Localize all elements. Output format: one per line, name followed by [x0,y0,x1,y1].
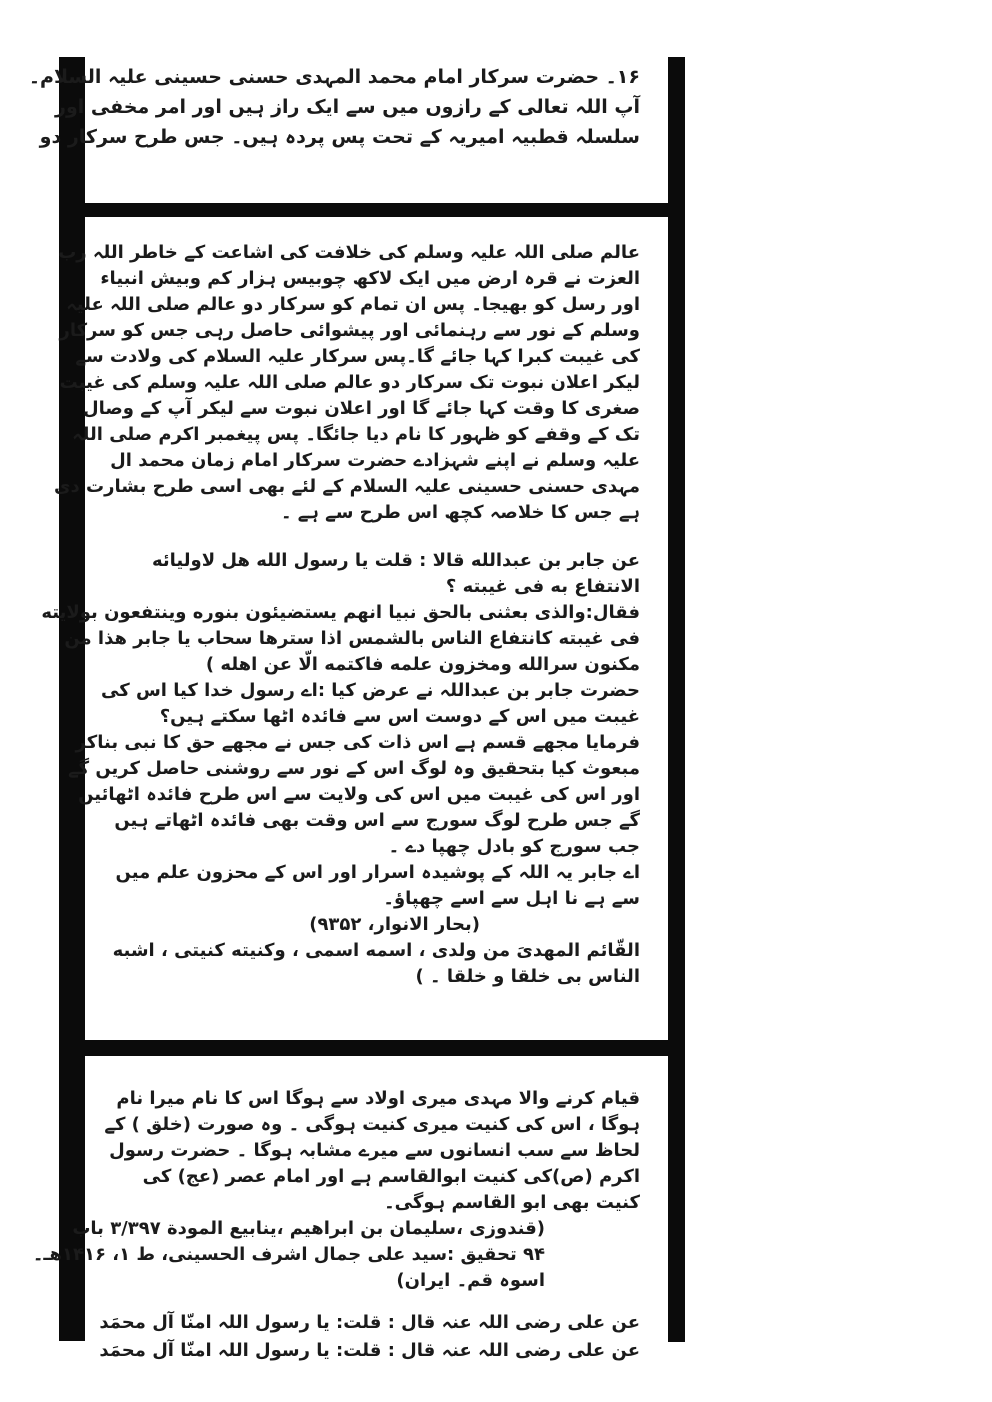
text-line: کنیت بھی ابو القاسم ہوگی۔ [384,1192,640,1213]
clipped-scan-edge-line [99,1338,640,1361]
text-line: ۹۴ تحقیق :سید علی جمال اشرف الحسینی، ط ۱، ۱۴۱۶هـ۔ [32,1244,545,1265]
text-line: عالم صلی اللہ علیہ وسلم کی خلافت کی اشاعت کے خاطر اللہ رب [58,242,640,263]
text-line: (قندوزی ،سلیمان بن ابراهیم ،ینابیع المودة ۳/۳۹۷ باب [72,1218,545,1239]
text-line: مکنون سرالله ومخزون علمه فاکتمه الّا عن اهله ) [205,654,640,675]
bottom-page-fragment [32,1086,640,1361]
text-line: وسلم کے نور سے رہنمائی اور پیشوائی حاصل رہی جس کو سرکار [59,320,640,341]
text-line: اے جابر یہ اللہ کے پوشیدہ اسرار اور اس کے محزون علم میں [115,862,640,883]
text-line: اور رسل کو بھیجا۔ پس ان تمام کو سرکار دو عالم صلی اللہ علیہ [66,294,640,315]
clipped-text-line: عن علی رضی اللہ عنہ قال : قلت: یا رسول اللہ امنّا آل محمَد [99,1340,640,1361]
text-line: العزت نے قرہ ارض میں ایک لاکھ چوبیس ہزار کم وبیش انبیاء [100,268,640,289]
page-frame-divider-top [85,203,668,217]
text-line: مبعوث کیا بتحقیق وہ لوگ اس کے نور سے روشنی حاصل کریں گے [68,758,640,779]
text-line: سلسلہ قطبیہ امیریہ کے تحت پس پردہ ہیں۔ جس طرح سرکار دو [39,126,640,148]
text-line: تک کے وقفے کو ظہور کا نام دیا جائگا۔ پس پیغمبر اکرم صلی اللہ [72,424,640,445]
text-line: ہے جس کا خلاصہ کچھ اس طرح سے ہے ۔ [280,502,640,523]
mahdi-narration-lines [104,1086,640,1216]
text-line: فرمایا مجھے قسم ہے اس ذات کی جس نے مجھے حق کا نبی بناکر [75,732,640,753]
yanabi-al-mawadda-reference [32,1216,640,1294]
text-line: کی غیبت کبرا کہا جائے گا۔پس سرکار علیہ السلام کی ولادت سے [75,346,640,367]
text-line: فی غیبته کانتفاع الناس بالشمس اذا سترھا سحاب یا جابر ھذا من [64,628,640,649]
main-urdu-paragraph [54,240,640,526]
text-line: لیکر اعلان نبوت تک سرکار دو عالم صلی اللہ علیہ وسلم کی غیبت [59,372,640,393]
hadith-jabir-section [41,548,640,938]
text-line: فقال:والذی بعثنی بالحق نبیا انھم یستضیئون بنوره وینتفعون بولایته [41,602,640,623]
text-line: الانتفاع به فی غیبته ؟ [445,576,640,597]
text-line: سے ہے نا اہل سے اسے چھپاؤ۔ [383,888,640,909]
bihar-al-anwar-citation: (بحار الانوار، ۹۳۵۲) [309,914,480,935]
text-line: علیہ وسلم نے اپنے شہزادے حضرت سرکار امام زمان محمد ال [110,450,640,471]
text-line: صغری کا وقت کہا جائے گا اور اعلان نبوت سے لیکر آپ کے وصال [83,398,640,419]
text-line: اور اس کی غیبت میں اس کی ولایت سے اس طرح فائدہ اٹھائیں [78,784,640,805]
text-line: جب سورج کو بادل چھپا دے ۔ [388,836,640,857]
page-frame-right-border [668,57,685,1342]
text-line: الناس بی خلقا و خلقا ۔ ) [415,966,640,987]
hadith-jabir-quote-lines [41,548,640,912]
text-line: اسوہ قم۔ ایران) [396,1270,545,1291]
text-line: غیبت میں اس کے دوست اس سے فائدہ اٹھا سکتے ہیں؟ [159,706,640,727]
text-line: حضرت جابر بن عبداللہ نے عرض کیا :اے رسول خدا کیا اس کی [101,680,640,701]
text-line: قیام کرنے والا مہدی میری اولاد سے ہوگا اس کا نام میرا نام [116,1088,640,1109]
page-frame-divider-bottom [85,1040,668,1056]
text-line: مہدی حسنی حسینی علیہ السلام کے لئے بھی اسی طرح بشارت دی [54,476,640,497]
text-line: عن جابر بن عبدالله قالا : قلت یا رسول الله ھل لاولیائه [152,550,640,571]
top-page-fragment-text [28,62,640,152]
text-line: آپ اللہ تعالی کے رازوں میں سے ایک راز ہیں اور امر مخفی اور [55,96,640,118]
hadith-ali-line: عن علی رضی اللہ عنہ قال : قلت: یا رسول اللہ امنّا آل محمَد [99,1312,640,1333]
text-line: لحاظ سے سب انسانوں سے میرے مشابہ ہوگا ۔ حضرت رسول [109,1140,640,1161]
text-line: گے جس طرح لوگ سورج سے اس وقت بھی فائدہ اٹھاتے ہیں [114,810,640,831]
arabic-saying-al-qaim [112,938,640,990]
text-line: اکرم (ص)کی کنیت ابوالقاسم ہے اور امام عصر (عج) کی [142,1166,640,1187]
text-line: ہوگا ، اس کی کنیت میری کنیت ہوگی ۔ وہ صورت (خلق ) کے [104,1114,640,1135]
text-line: القّائم المهدیَ من ولدی ، اسمه اسمی ، وکنیته کنیتی ، اشبه [112,940,640,961]
text-line: ۱۶۔ حضرت سرکار امام محمد المہدی حسنی حسینی علیہ السلام۔ [28,66,640,88]
paragraph-gap [125,1294,640,1310]
